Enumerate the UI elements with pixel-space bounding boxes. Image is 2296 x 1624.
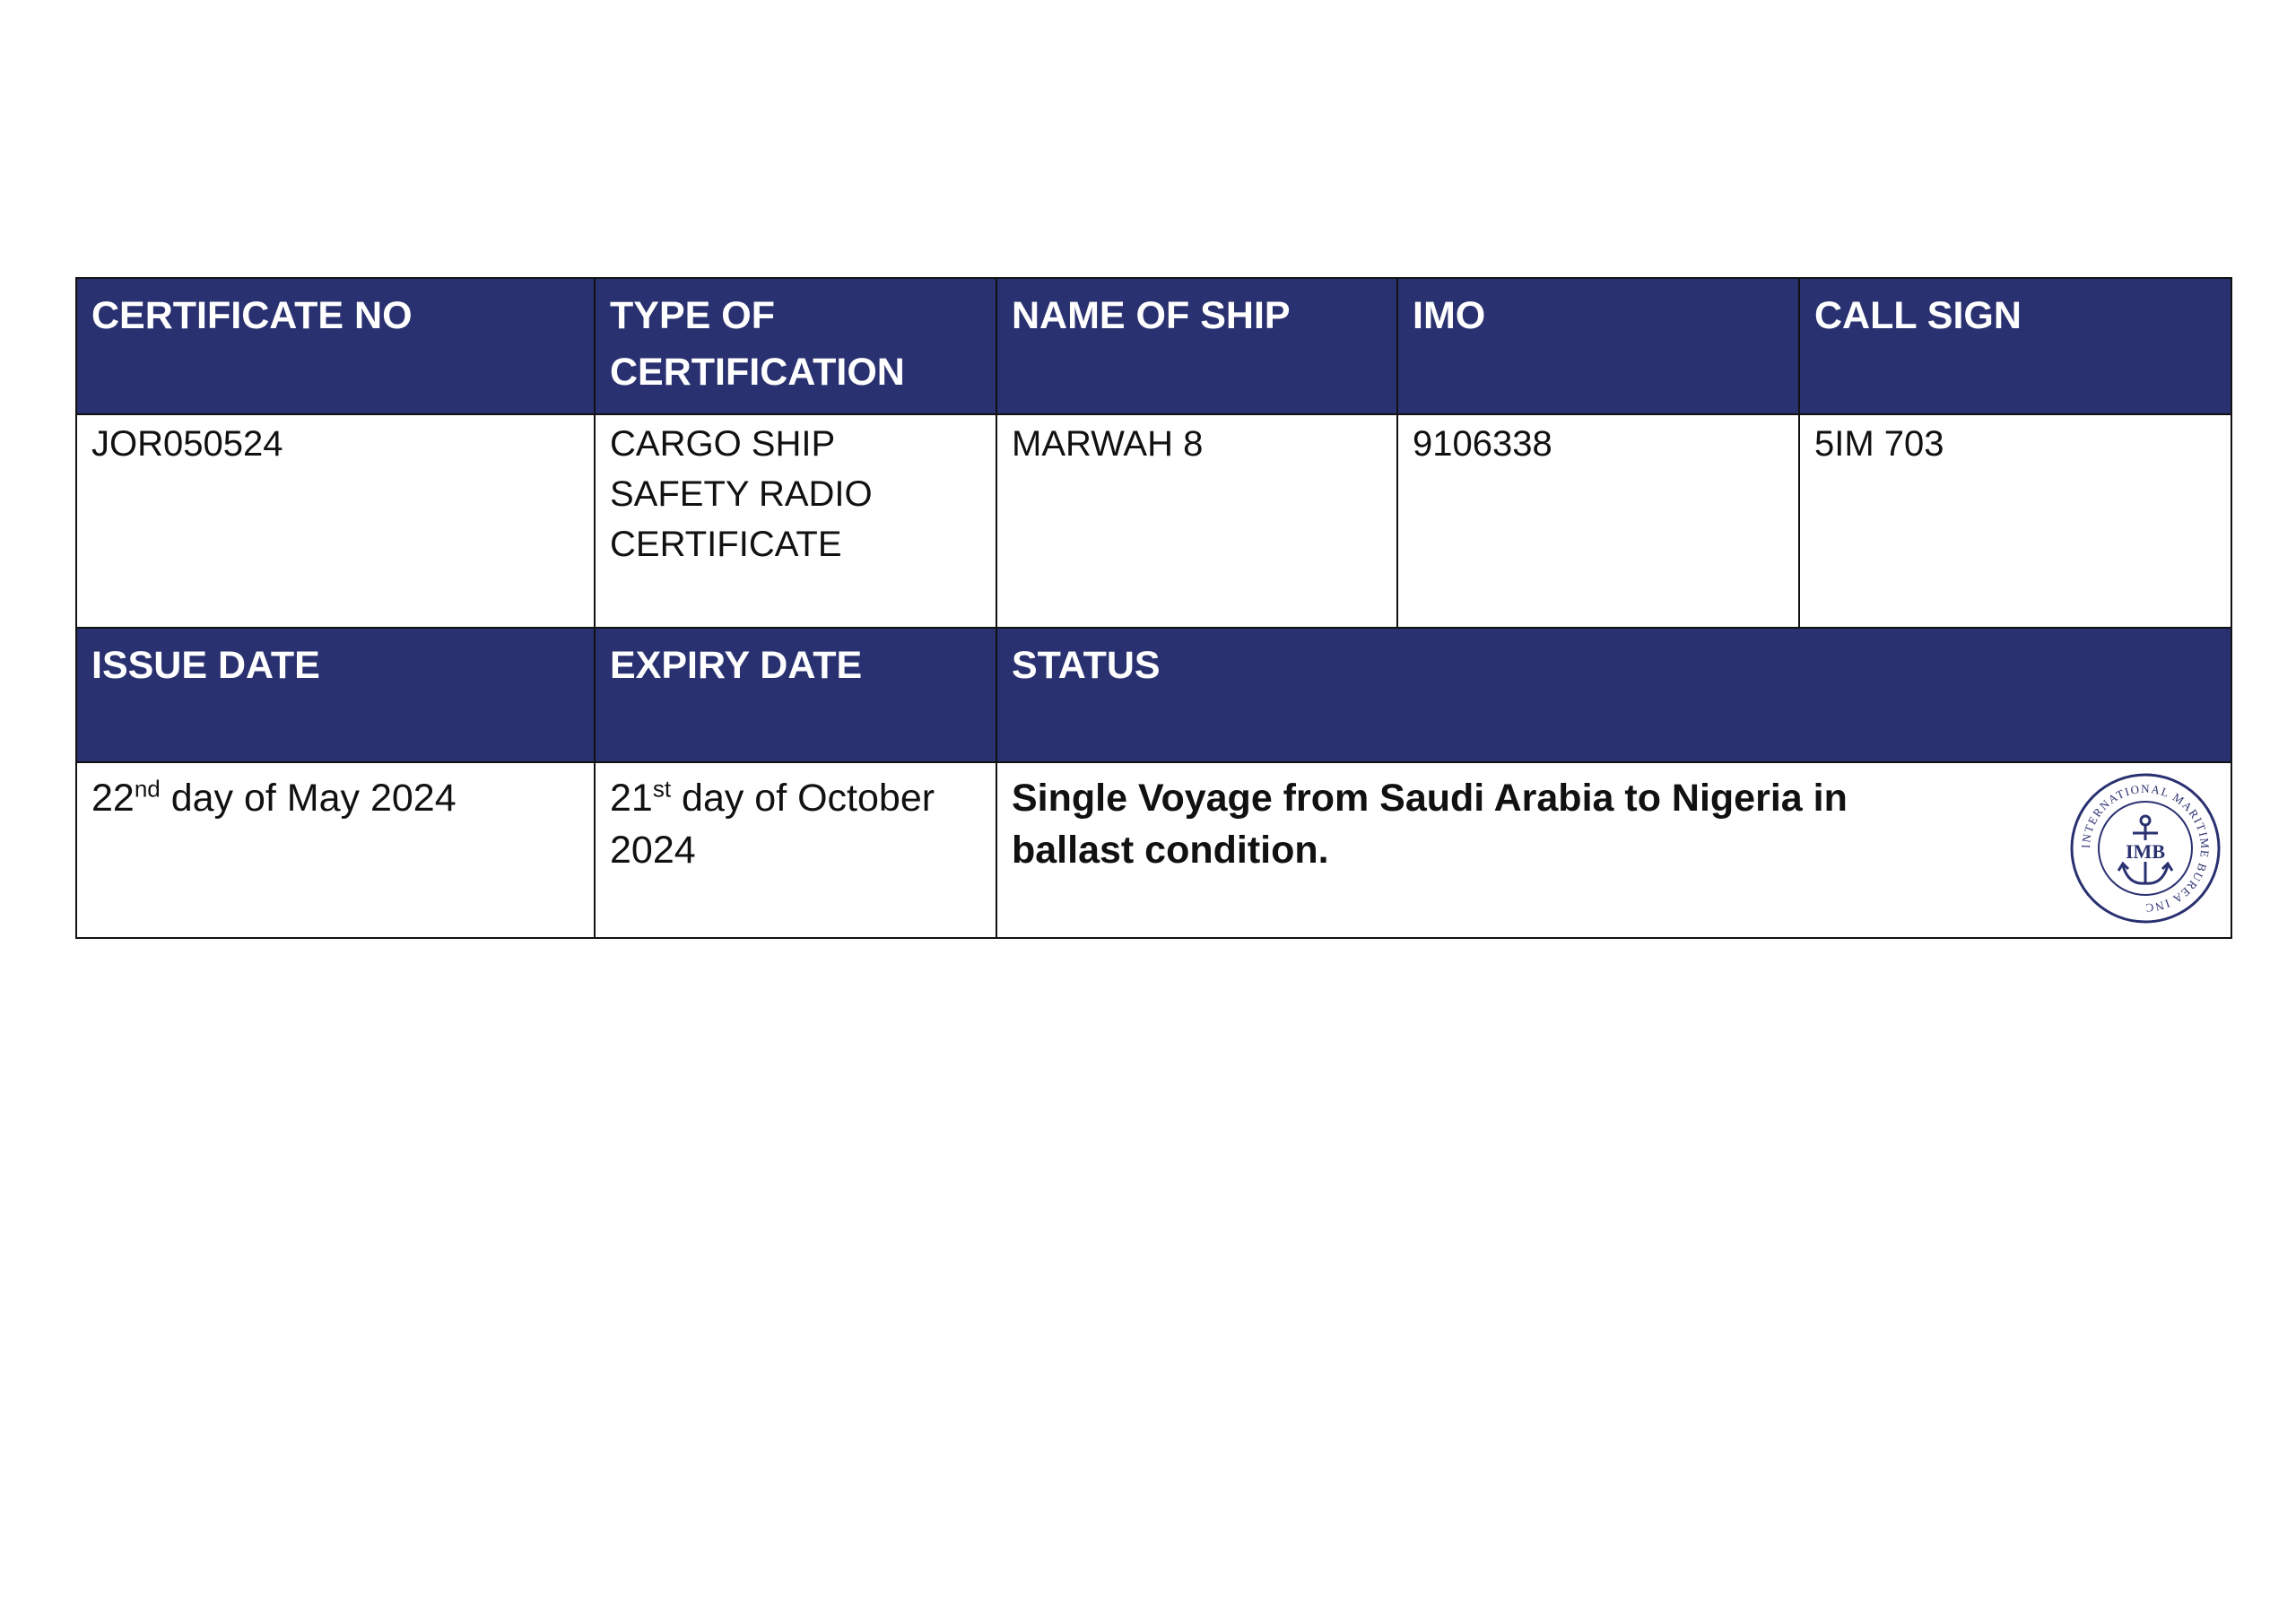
- certificate-table: [75, 277, 2232, 939]
- header-row-1: [76, 278, 2231, 414]
- seal-ring-text: INTERNATIONAL MARITIME BUREA INC: [2078, 781, 2213, 916]
- issue-date-day: 22: [91, 777, 135, 820]
- name-of-ship-value: MARWAH 8: [996, 414, 1397, 628]
- data-row-2: [76, 762, 2231, 938]
- call-sign-value: 5IM 703: [1799, 414, 2231, 628]
- expiry-date-suffix: st: [652, 775, 672, 803]
- header-call-sign: CALL SIGN: [1799, 278, 2231, 414]
- issue-date-suffix: nd: [134, 775, 161, 803]
- expiry-date-rest: day of October 2024: [610, 777, 935, 872]
- seal-center-text: IMB: [2126, 840, 2165, 863]
- header-name-of-ship: NAME OF SHIP: [996, 278, 1397, 414]
- header-certificate-no: CERTIFICATE NO: [76, 278, 595, 414]
- certificate-no-value: JOR050524: [76, 414, 595, 628]
- status-value-cell: [996, 762, 2231, 938]
- expiry-date-day: 21: [610, 777, 653, 820]
- header-expiry-date: EXPIRY DATE: [595, 628, 996, 762]
- header-issue-date: ISSUE DATE: [76, 628, 595, 762]
- issue-date-value: [76, 762, 595, 938]
- status-value: Single Voyage from Saudi Arabia to Nigeria in ballast condition.: [1012, 777, 1848, 872]
- header-type-of-certification: TYPE OF CERTIFICATION: [595, 278, 996, 414]
- header-row-2: [76, 628, 2231, 762]
- header-status: STATUS: [996, 628, 2231, 762]
- header-imo: IMO: [1397, 278, 1799, 414]
- issue-date-rest: day of May 2024: [160, 777, 457, 820]
- data-row-1: [76, 414, 2231, 628]
- imo-value: 9106338: [1397, 414, 1799, 628]
- expiry-date-value: [595, 762, 996, 938]
- type-of-certification-value: CARGO SHIP SAFETY RADIO CERTIFICATE: [595, 414, 996, 628]
- imb-seal-icon: [2069, 772, 2222, 925]
